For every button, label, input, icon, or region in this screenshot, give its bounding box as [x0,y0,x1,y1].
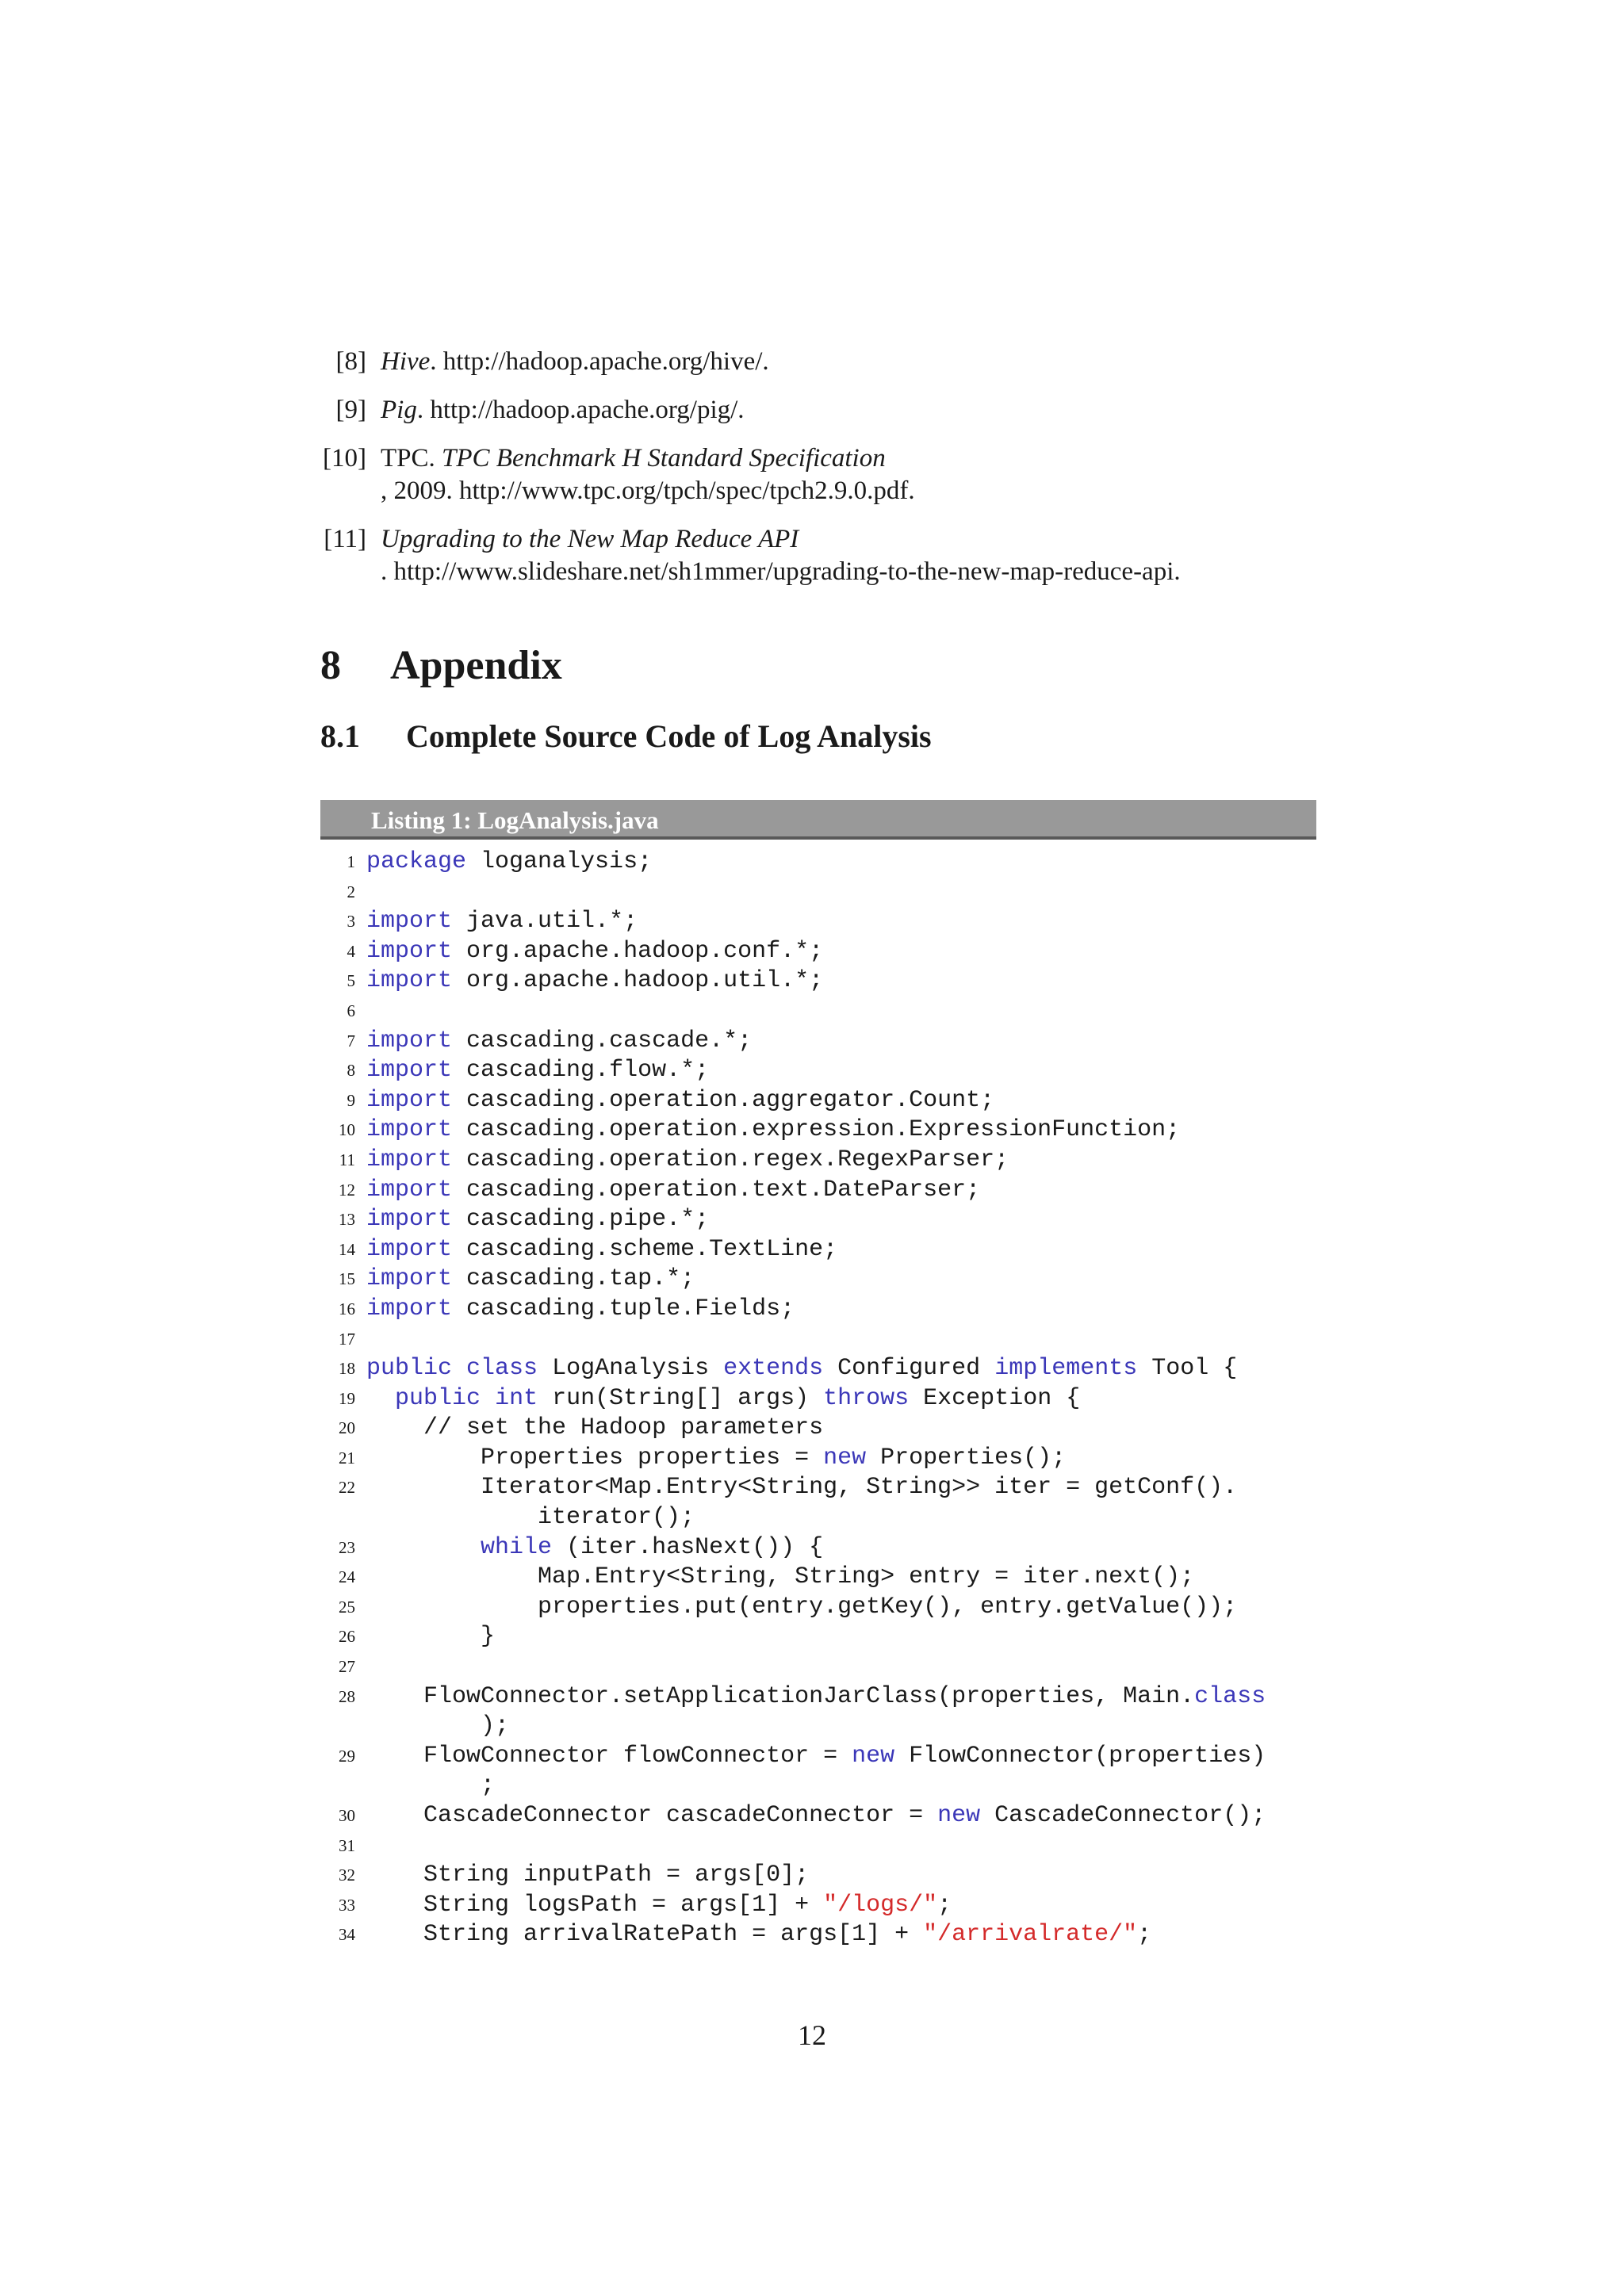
code-line [320,1622,1316,1652]
code-keyword: import [366,967,453,995]
line-number: 30 [339,1806,355,1825]
code-line [320,1682,1316,1742]
code-keyword: package [366,848,467,875]
line-number: 4 [347,941,355,961]
code-keyword: import [366,1295,453,1322]
line-number: 12 [339,1180,355,1200]
code-string: "/arrivalrate/" [923,1921,1138,1949]
reference-item [320,523,1320,588]
code-keyword: import [366,1116,453,1144]
code-text: loganalysis; [466,848,653,875]
code-text: org.apache.hadoop.conf.*; [452,937,824,965]
reference-number: [8] [335,347,366,376]
code-keyword: throws [823,1384,910,1412]
code-text: cascading.operation.aggregator.Count; [452,1086,995,1114]
code-string: "/logs/" [823,1891,938,1919]
line-number: 21 [339,1448,355,1468]
code-keyword: new [823,1444,867,1471]
line-number: 17 [339,1329,355,1349]
code-line [320,1891,1316,1921]
code-keyword: implements [994,1355,1138,1383]
code-line [320,1801,1316,1831]
code-line [320,1115,1316,1146]
code-text: cascading.flow.*; [452,1057,710,1085]
line-number: 19 [339,1388,355,1408]
code-text: Map.Entry<String, String> entry = iter.next(); [366,1563,1195,1591]
reference-text: . http://www.slideshare.net/sh1mmer/upgrading-to-the-new-map-reduce-api. [381,557,1181,586]
code-line [320,1086,1316,1116]
line-number: 26 [339,1627,355,1647]
reference-title: Pig [381,396,417,424]
code-text: properties.put(entry.getKey(), entry.getValue()); [366,1593,1238,1621]
code-text: FlowConnector(properties) ; [481,1742,1266,1800]
page-number: 12 [798,2019,826,2051]
line-number: 14 [339,1239,355,1259]
code-text [366,1414,423,1441]
code-line [320,878,1316,908]
line-number: 18 [339,1359,355,1379]
line-number: 16 [339,1299,355,1318]
code-line [320,1742,1316,1801]
code-text: Exception { [909,1384,1081,1412]
code-line [320,1414,1316,1444]
code-text [452,1355,466,1382]
line-number: 6 [347,1001,355,1020]
code-text: FlowConnector.setApplicationJarClass(properties, Main. [366,1682,1195,1710]
code-line [320,907,1316,937]
subsection-heading [320,718,932,755]
line-number: 15 [339,1269,355,1289]
reference-line [381,442,1320,475]
subsection-number: 8.1 [320,718,360,754]
code-keyword: import [366,1265,453,1293]
line-number: 24 [339,1567,355,1587]
reference-number: [10] [323,444,366,473]
code-line [320,966,1316,997]
line-number: 3 [347,912,355,932]
code-text: cascading.operation.regex.RegexParser; [452,1146,1009,1173]
code-line [320,1473,1316,1533]
line-number: 7 [347,1031,355,1050]
code-keyword: import [366,937,453,965]
line-number: 9 [347,1090,355,1110]
code-line [320,1295,1316,1325]
code-text: cascading.cascade.*; [452,1027,753,1054]
reference-title: TPC Benchmark H Standard Specification [442,444,886,473]
reference-text: TPC. [381,444,442,473]
code-text: cascading.pipe.*; [452,1206,710,1234]
code-line [320,1235,1316,1265]
reference-item [320,346,1320,378]
code-line [320,1176,1316,1206]
reference-line [381,346,1320,378]
code-line [320,848,1316,878]
reference-text: , 2009. http://www.tpc.org/tpch/spec/tpch2.9.0.pdf. [381,476,915,505]
code-keyword: import [366,1206,453,1234]
code-text: Properties properties = [366,1444,824,1471]
code-keyword: import [366,1146,453,1173]
code-keyword: class [1194,1682,1266,1710]
subsection-title: Complete Source Code of Log Analysis [406,718,932,754]
code-keyword: new [852,1742,895,1770]
line-number: 13 [339,1210,355,1230]
reference-item [320,394,1320,427]
code-text: cascading.operation.text.DateParser; [452,1176,981,1203]
code-text: cascading.tap.*; [452,1265,695,1293]
code-text: Iterator<Map.Entry<String, String>> iter = getConf(). iterator(); [481,1474,1238,1532]
code-keyword: import [366,1086,453,1114]
reference-text: . http://hadoop.apache.org/hive/. [430,347,769,376]
code-text: run(String[] args) [538,1384,824,1412]
code-line [320,1265,1316,1295]
code-text: ); [481,1712,510,1740]
reference-title: Upgrading to the New Map Reduce API [381,525,799,553]
code-line [320,1831,1316,1862]
code-keyword: while [481,1533,553,1561]
section-title: Appendix [390,643,562,688]
code-text: String logsPath = args[1] + [366,1891,824,1919]
code-line [320,1205,1316,1235]
code-text: (iter.hasNext()) { [552,1533,824,1561]
reference-item [320,442,1320,507]
code-text: CascadeConnector(); [980,1802,1266,1829]
code-text: String inputPath = args[0]; [366,1862,810,1889]
code-comment: // set the Hadoop parameters [423,1414,824,1442]
code-line [320,1652,1316,1682]
code-line [320,1027,1316,1057]
line-number: 20 [339,1418,355,1438]
section-heading [320,642,562,689]
code-keyword: import [366,1235,453,1263]
code-keyword: public [366,1355,453,1383]
line-number: 23 [339,1537,355,1557]
code-keyword: import [366,1027,453,1054]
code-line [320,1861,1316,1891]
code-text: cascading.scheme.TextLine; [452,1235,838,1263]
code-line [320,937,1316,967]
code-line [320,1920,1316,1950]
references-list [320,346,1320,604]
line-number: 31 [339,1835,355,1855]
code-text: } [366,1623,496,1651]
code-keyword: import [366,1176,453,1203]
code-text [366,1534,481,1561]
code-line [320,1354,1316,1384]
code-keyword: import [366,1057,453,1085]
code-text: Configured [823,1355,995,1383]
code-text: java.util.*; [452,908,638,936]
code-listing [320,848,1316,1950]
line-number: 5 [347,971,355,991]
code-line [320,1384,1316,1414]
line-number: 27 [339,1657,355,1677]
line-number: 34 [339,1925,355,1945]
code-text: String arrivalRatePath = args[1] + [366,1921,924,1949]
code-line [320,1325,1316,1355]
code-keyword: new [937,1802,981,1829]
code-line [320,1593,1316,1623]
line-number: 1 [347,852,355,871]
reference-line [381,556,1320,588]
reference-text: . http://hadoop.apache.org/pig/. [416,396,745,424]
reference-number: [9] [335,396,366,424]
code-text [366,1385,395,1412]
section-number: 8 [320,643,341,688]
line-number: 11 [339,1150,355,1169]
reference-number: [11] [324,525,366,553]
line-number: 25 [339,1597,355,1617]
line-number: 33 [339,1895,355,1915]
line-number: 29 [339,1746,355,1766]
reference-line [381,475,1320,507]
code-text: ; [937,1891,952,1919]
line-number: 8 [347,1061,355,1081]
reference-title: Hive [381,347,431,376]
code-text: CascadeConnector cascadeConnector = [366,1802,938,1829]
code-keyword: public [395,1384,481,1412]
code-text: Tool { [1137,1355,1238,1383]
code-text: cascading.tuple.Fields; [452,1295,795,1322]
code-text: cascading.operation.expression.ExpressionFunction; [452,1116,1181,1144]
listing-caption: Listing 1: LogAnalysis.java [320,800,1316,840]
code-line [320,1444,1316,1474]
code-line [320,1056,1316,1086]
code-text: Properties(); [866,1444,1067,1471]
code-text [481,1385,495,1412]
code-text: LogAnalysis [538,1355,724,1383]
line-number: 22 [339,1478,355,1498]
code-line [320,1533,1316,1563]
code-text: FlowConnector flowConnector = [366,1742,852,1770]
line-number: 2 [347,882,355,901]
reference-line [381,523,1320,556]
code-text: org.apache.hadoop.util.*; [452,967,824,995]
line-number: 32 [339,1866,355,1885]
code-line [320,1146,1316,1176]
code-line [320,1563,1316,1593]
line-number: 28 [339,1686,355,1706]
code-keyword: int [495,1384,538,1412]
code-line [320,997,1316,1027]
line-number: 10 [339,1120,355,1140]
code-keyword: class [466,1355,538,1383]
code-keyword: import [366,908,453,936]
code-keyword: extends [723,1355,824,1383]
reference-line [381,394,1320,427]
code-text: ; [1137,1921,1152,1949]
